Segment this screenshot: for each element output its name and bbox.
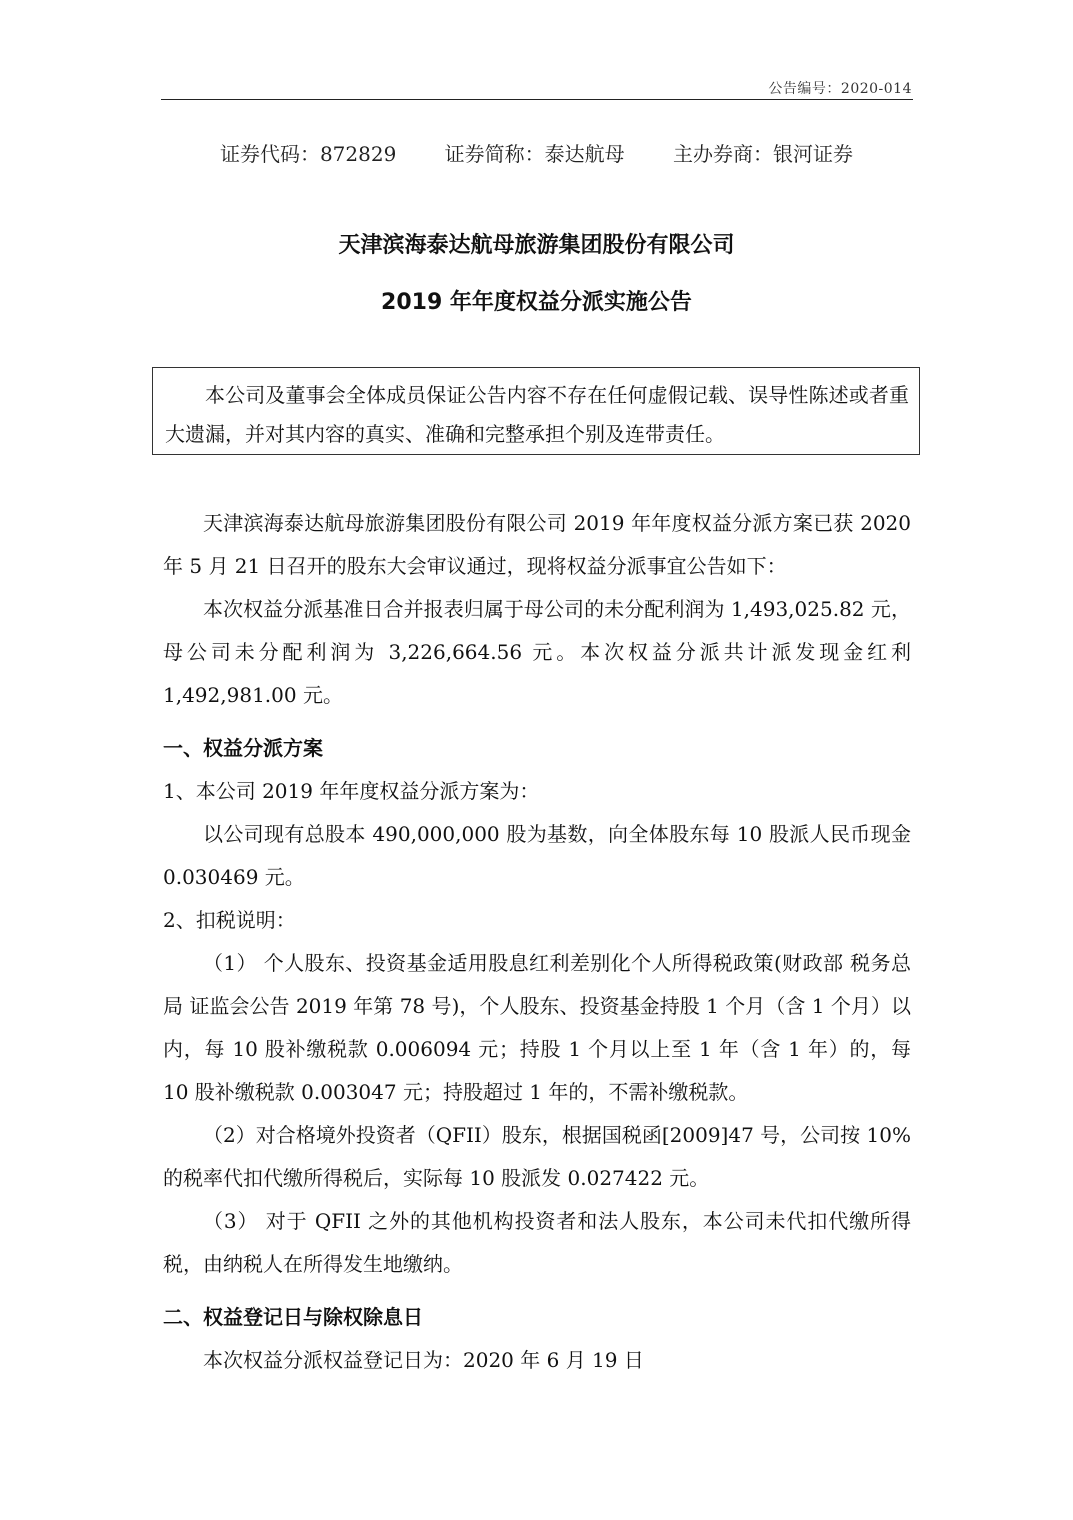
security-info	[0, 138, 1073, 167]
board-statement-box: 本公司及董事会全体成员保证公告内容不存在任何虚假记载、误导性陈述或者重大遗漏，并对其内容的真实、准确和完整承担个别及连带责任。	[152, 367, 920, 455]
security-short-name: 证券简称：泰达航母	[444, 142, 625, 166]
record-date: 本次权益分派权益登记日为：2020 年 6 月 19 日	[203, 1348, 644, 1372]
tax-note-3: （3） 对于 QFII 之外的其他机构投资者和法人股东，本公司未代扣代缴所得税，由纳税人在所得发生地缴纳。	[163, 1209, 911, 1276]
header-rule	[161, 99, 913, 100]
company-title: 天津滨海泰达航母旅游集团股份有限公司	[338, 233, 735, 258]
intro-paragraph-1: 天津滨海泰达航母旅游集团股份有限公司 2019 年年度权益分派方案已获 2020 年 5 月 21 日召开的股东大会审议通过，现将权益分派事宜公告如下：	[163, 511, 911, 578]
intro-paragraph-2: 本次权益分派基准日合并报表归属于母公司的未分配利润为 1,493,025.82 元，母公司未分配利润为 3,226,664.56 元。本次权益分派共计派发现金红利 1,492,981.00 元。	[163, 597, 911, 707]
plan-item-1-detail: 以公司现有总股本 490,000,000 股为基数，向全体股东每 10 股派人民币现金 0.030469 元。	[163, 822, 911, 889]
tax-note-1: （1） 个人股东、投资基金适用股息红利差别化个人所得税政策(财政部 税务总局 证监会公告 2019 年第 78 号)，个人股东、投资基金持股 1 个月（含 1 个月）以内，每 10 股补缴税款 0.006094 元；持股 1 个月以上至 1 年（含 1 年）的，每 10 股补缴税款 0.003047 元；持股超过 1 年的，不需补缴税款。	[163, 951, 911, 1104]
announcement-title: 2019 年年度权益分派实施公告	[381, 290, 692, 315]
section-2-heading: 二、权益登记日与除权除息日	[163, 1305, 423, 1329]
broker: 主办券商：银河证券	[673, 142, 854, 166]
plan-item-1: 1、本公司 2019 年年度权益分派方案为：	[163, 779, 540, 803]
security-code: 证券代码：872829	[219, 142, 397, 166]
tax-note-2: （2）对合格境外投资者（QFII）股东，根据国税函[2009]47 号，公司按 10%的税率代扣代缴所得税后，实际每 10 股派发 0.027422 元。	[163, 1123, 911, 1190]
notice-number: 公告编号：2020-014	[768, 81, 912, 97]
plan-item-2: 2、扣税说明：	[163, 908, 296, 932]
announcement-body	[163, 502, 911, 1382]
section-1-heading: 一、权益分派方案	[163, 736, 323, 760]
